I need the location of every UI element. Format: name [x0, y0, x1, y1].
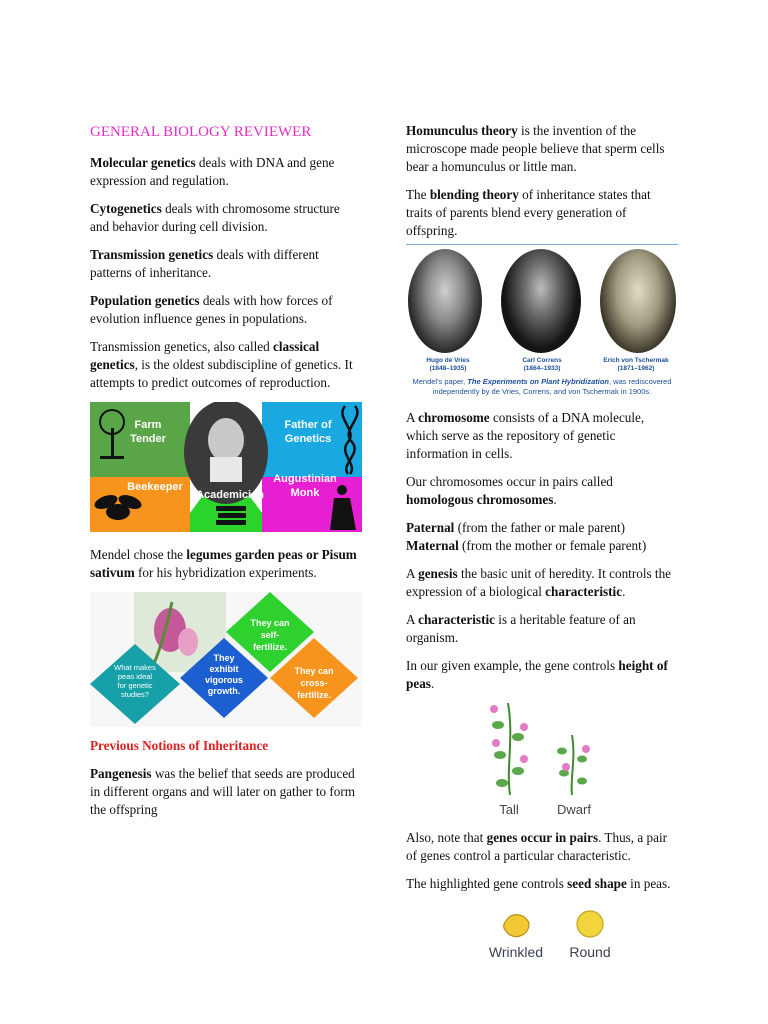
para-transmission-genetics: [90, 246, 362, 282]
books-icon: [216, 506, 246, 525]
para-homunculus: [406, 122, 678, 176]
para-molecular-genetics: [90, 154, 362, 190]
para-paternal-maternal: [406, 519, 678, 555]
portrait-correns: [501, 249, 581, 353]
term: blending theory: [429, 187, 519, 202]
para-pangenesis: [90, 765, 362, 819]
text: The: [406, 187, 430, 202]
term: characteristic: [418, 612, 495, 627]
label-cross-fertilize: They can cross-fertilize.: [294, 666, 334, 700]
para-homologous: [406, 473, 678, 509]
divider: [406, 244, 678, 245]
portrait-de-vries: [408, 249, 482, 353]
tall-dwarf-figure: [406, 697, 678, 819]
name: Hugo de Vries: [426, 357, 470, 364]
left-column: [90, 122, 362, 829]
dwarf-plant-image: [557, 735, 590, 795]
label-dwarf: Dwarf: [557, 802, 591, 817]
text: Our chromosomes occur in pairs called: [406, 474, 613, 489]
mendel-roles-figure: [90, 402, 362, 532]
term: Maternal: [406, 538, 459, 553]
para-chromosome: [406, 409, 678, 463]
text: of inheritance states that traits of parents blend every generation of offspring.: [406, 187, 651, 238]
term: Cytogenetics: [90, 201, 162, 216]
text: .: [430, 676, 435, 691]
scientist-names: [406, 357, 678, 373]
para-characteristic: [406, 611, 678, 647]
term: Transmission genetics: [90, 247, 214, 262]
text: , was rediscovered independently by de Vries, Correns, and von Tschermak in 1900s.: [432, 377, 672, 396]
para-gene: [406, 565, 678, 601]
name: Erich von Tschermak: [603, 357, 669, 364]
page-title: GENERAL BIOLOGY REVIEWER: [90, 124, 312, 140]
label-tall: Tall: [499, 802, 519, 817]
term: homologous chromosomes: [406, 492, 554, 507]
mendel-roles-svg: [90, 402, 362, 532]
peas-ideal-figure: [90, 592, 362, 727]
term: legumes garden peas or Pisum sativum: [90, 547, 357, 580]
name: Carl Correns: [522, 357, 562, 364]
years: (1848–1935): [429, 365, 467, 372]
scientist-correns: [500, 357, 584, 373]
label-question: What makes peas ideal for genetic studies?: [114, 663, 156, 699]
label-father-of-genetics: Father of Genetics: [284, 419, 332, 445]
term: Paternal: [406, 520, 455, 535]
portrait-row: [406, 249, 678, 353]
text: . Thus, a pair of genes control a particular characteristic.: [406, 830, 668, 863]
text: in peas.: [626, 876, 671, 891]
rediscoverers-figure: [406, 249, 678, 399]
text: In our given example, the gene controls: [406, 658, 619, 673]
text: (from the mother or female parent): [458, 538, 647, 553]
text: the basic unit of heredity. It controls the expression of a biological: [406, 566, 672, 599]
text: .: [553, 492, 557, 507]
text: (from the father or male parent): [454, 520, 625, 535]
portrait-tschermak: [600, 249, 676, 353]
text: A: [406, 410, 419, 425]
para-height: [406, 657, 678, 693]
text: , is the oldest subdiscipline of genetics. It attempts to predict outcomes of reproduction.: [90, 357, 353, 390]
text: The highlighted gene controls: [406, 876, 568, 891]
years: (1864–1933): [523, 365, 561, 372]
paper-title: The Experiments on Plant Hybridization: [467, 377, 609, 386]
peas-ideal-svg: [90, 592, 362, 727]
text: A: [406, 566, 419, 581]
definition: deals with DNA and gene expression and regulation.: [90, 155, 335, 188]
term: seed shape: [567, 876, 627, 891]
text: A: [406, 612, 419, 627]
seed-shape-figure: [406, 901, 678, 963]
definition: deals with chromosome structure and behavior during cell division.: [90, 201, 340, 234]
scientist-de-vries: [406, 357, 490, 373]
text: Transmission genetics, also called: [90, 339, 274, 354]
wrinkled-seed-icon: [504, 915, 529, 937]
scientist-tschermak: [594, 357, 678, 373]
years: (1871–1962): [617, 365, 655, 372]
para-seed-shape: [406, 875, 678, 893]
term: Molecular genetics: [90, 155, 196, 170]
term: height of peas: [406, 658, 668, 691]
definition: deals with different patterns of inheritance.: [90, 247, 319, 280]
rediscovery-caption: [406, 377, 678, 397]
text: Mendel's paper,: [412, 377, 468, 386]
definition: was the belief that seeds are produced in different organs and will later on gather to form the offspring: [90, 766, 356, 817]
para-blending-theory: [406, 186, 678, 240]
label-round: Round: [569, 944, 611, 960]
label-vigorous-growth: They exhibit vigorous growth.: [204, 653, 244, 696]
para-classical-genetics: [90, 338, 362, 392]
label-academician: Academician: [196, 489, 264, 501]
label-beekeeper: Beekeeper: [127, 481, 183, 493]
text: Mendel chose the: [90, 547, 187, 562]
term: Pangenesis: [90, 766, 152, 781]
label-farm-tender: Farm Tender: [130, 419, 166, 445]
term: Homunculus theory: [406, 123, 518, 138]
para-cytogenetics: [90, 200, 362, 236]
label-wrinkled: Wrinkled: [488, 944, 544, 960]
heading-previous-notions: Previous Notions of Inheritance: [90, 738, 269, 753]
text: .: [622, 584, 626, 599]
term: characteristic: [545, 584, 623, 599]
text: consists of a DNA molecule, which serve as the repository of genetic information in cells.: [406, 410, 645, 461]
tall-plant-image: [490, 703, 528, 795]
label-self-fertilize: They can self-fertilize.: [250, 618, 290, 652]
definition: deals with how forces of evolution influence genes in populations.: [90, 293, 333, 326]
para-mendel-peas: [90, 546, 362, 582]
round-seed-icon: [577, 911, 603, 937]
text: is a heritable feature of an organism.: [406, 612, 636, 645]
tall-dwarf-svg: [406, 697, 678, 819]
para-population-genetics: [90, 292, 362, 328]
para-genes-pairs: [406, 829, 678, 865]
term: chromosome: [418, 410, 490, 425]
text: for his hybridization experiments.: [134, 565, 317, 580]
term: Population genetics: [90, 293, 200, 308]
definition: is the invention of the microscope made people believe that sperm cells bear a homunculus or little man.: [406, 123, 665, 174]
text: Also, note that: [406, 830, 487, 845]
seed-shape-svg: [406, 901, 678, 963]
term: genesis: [418, 566, 458, 581]
term: classical genetics: [90, 339, 320, 372]
term: genes occur in pairs: [486, 830, 599, 845]
right-column: [406, 122, 678, 963]
label-augustinian-monk: Augustinian Monk: [273, 473, 337, 499]
